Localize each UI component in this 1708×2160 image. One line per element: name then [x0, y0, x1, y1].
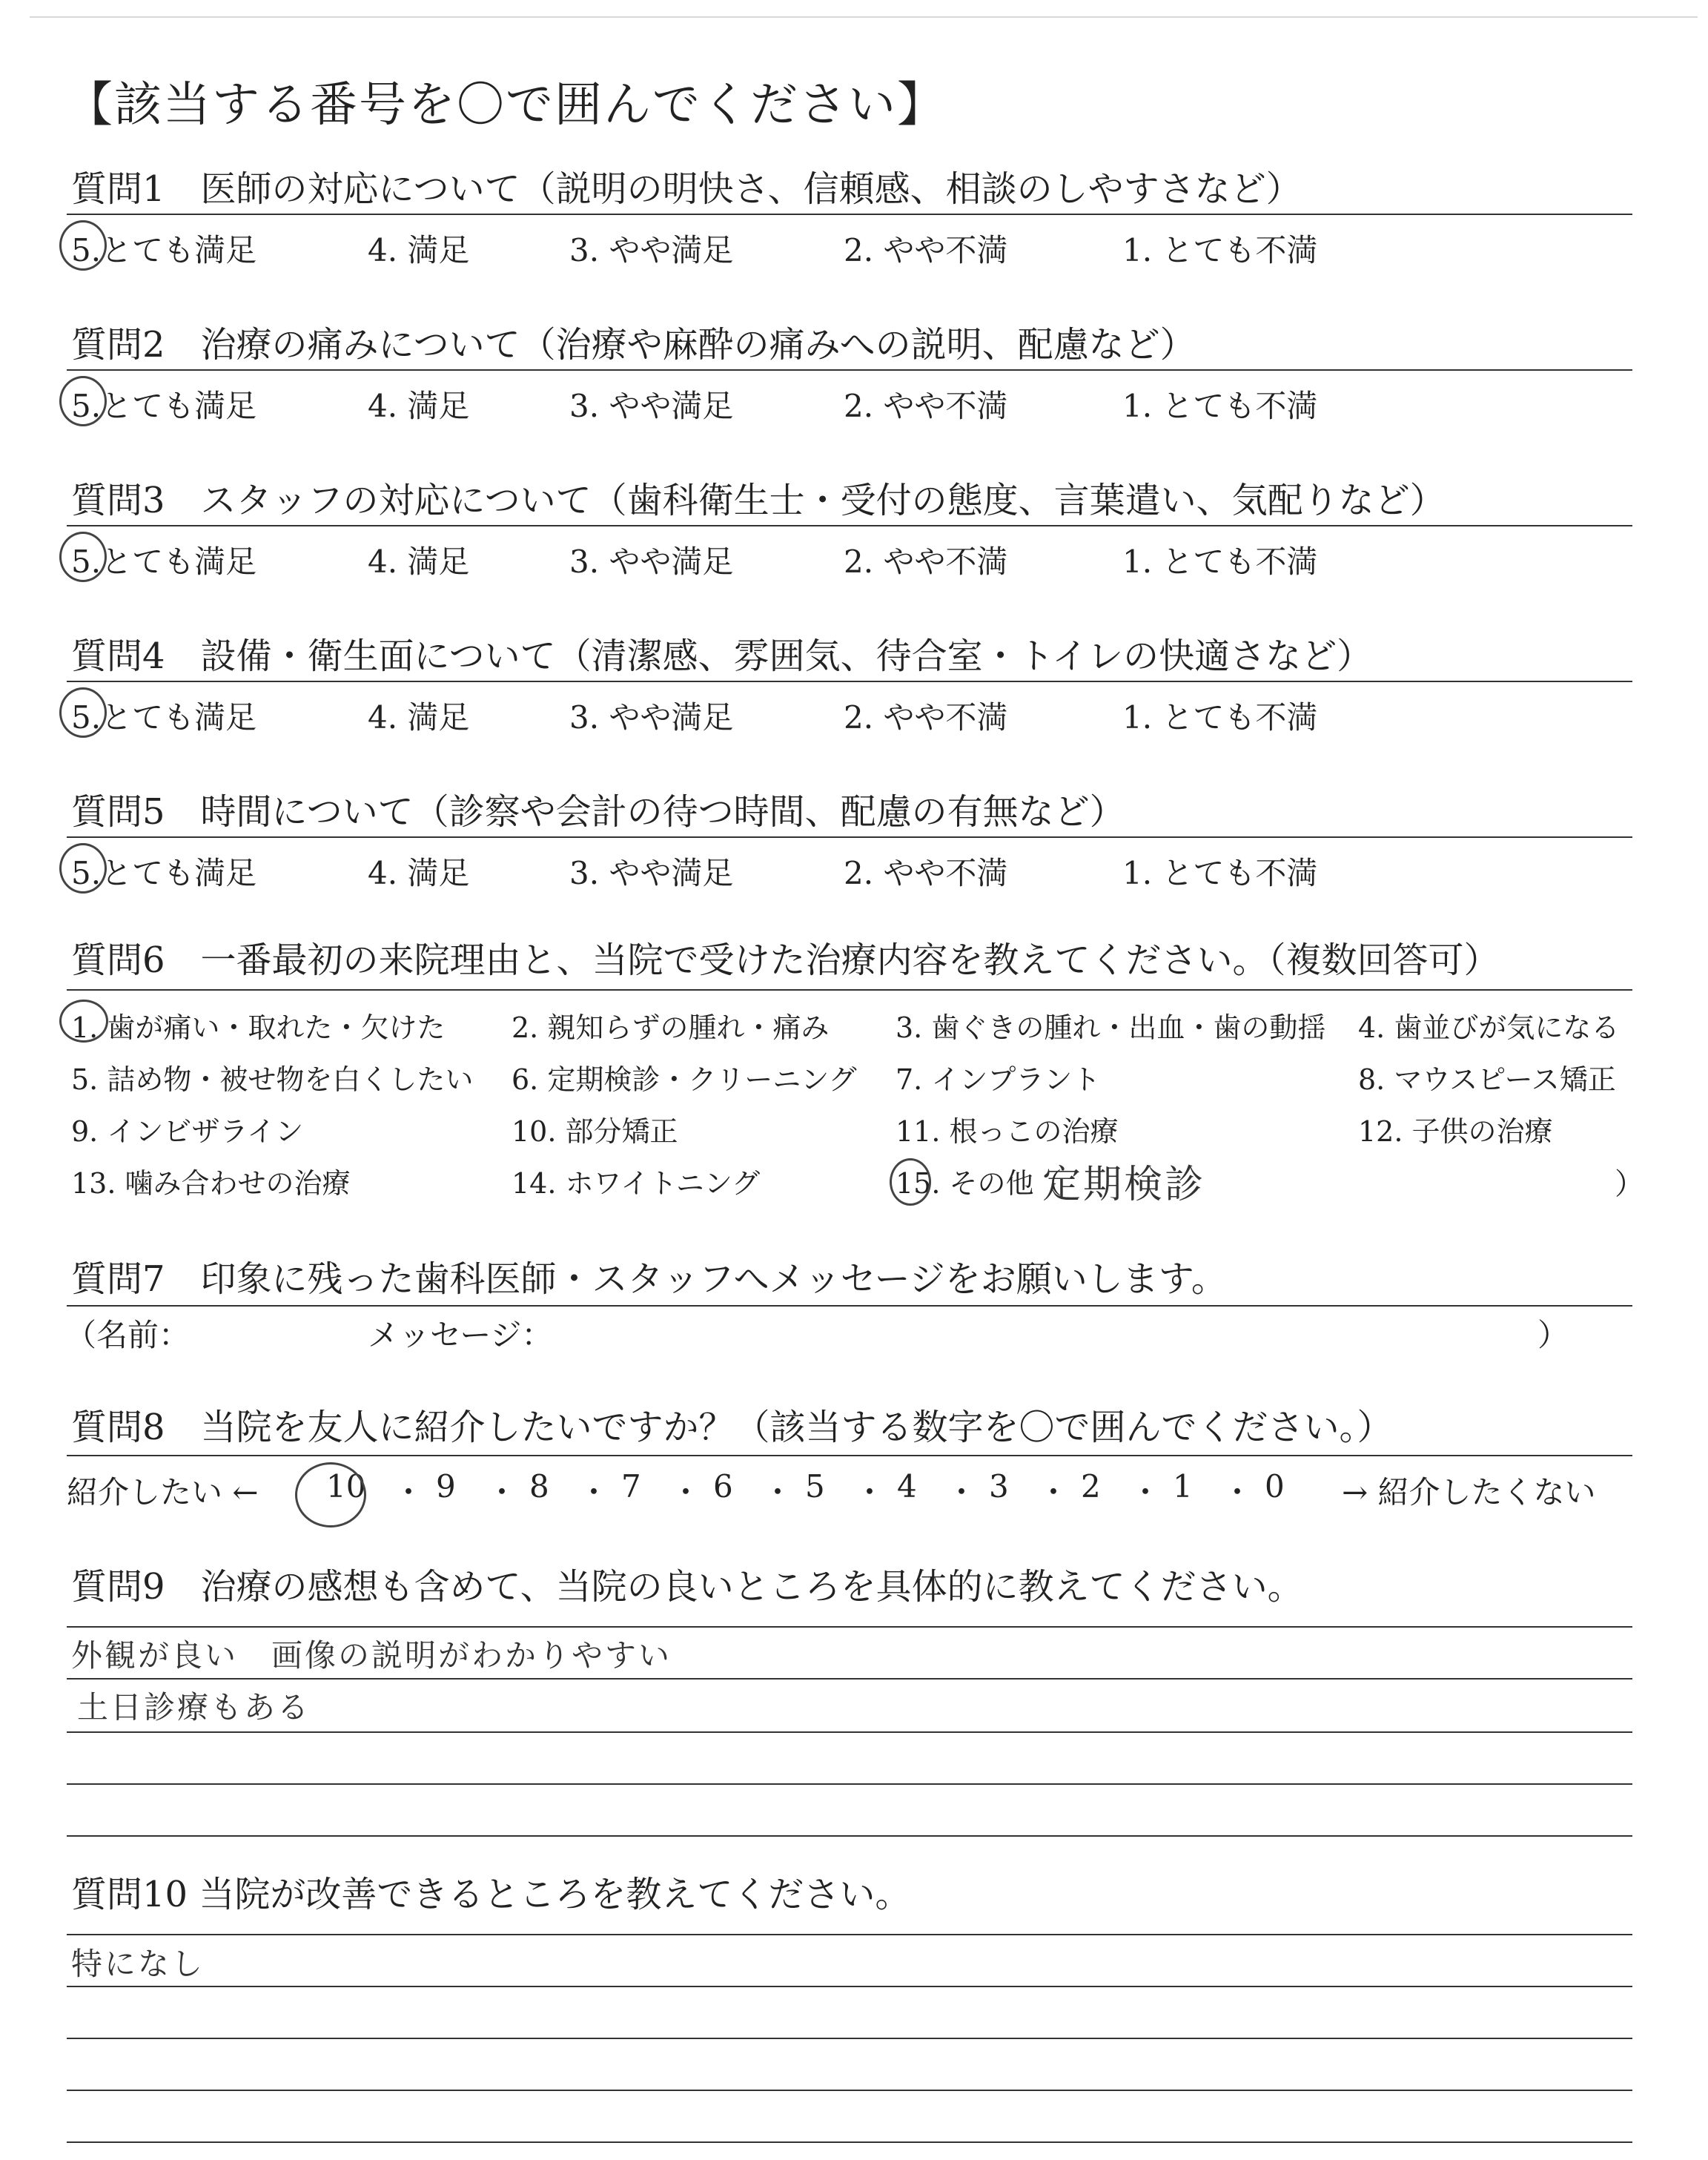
q4-option-4[interactable]: 4. 満足 [368, 699, 470, 736]
q8-dot: ・ [486, 1474, 518, 1510]
q6-circle-15 [890, 1158, 931, 1206]
q6-heading: 質問6 一番最初の来院理由と、当院で受けた治療内容を教えてください。（複数回答可） [71, 939, 1500, 981]
q8-scale-4[interactable]: 4 [897, 1468, 917, 1505]
q4-option-1[interactable]: 1. とても不満 [1122, 699, 1318, 736]
q1-option-4[interactable]: 4. 満足 [368, 232, 470, 268]
q2-option-4[interactable]: 4. 満足 [368, 388, 470, 424]
q8-scale-3[interactable]: 3 [989, 1468, 1009, 1505]
q8-scale-7[interactable]: 7 [621, 1468, 641, 1505]
q1-heading: 質問1 医師の対応について（説明の明快さ、信頼感、相談のしやすさなど） [71, 168, 1302, 210]
q8-rule [67, 1455, 1632, 1456]
q1-option-5[interactable]: 5.とても満足 [71, 232, 257, 268]
q9-rule-1 [67, 1626, 1632, 1628]
q4-rule [67, 681, 1632, 682]
q6-close-paren: ） [1615, 1167, 1644, 1201]
q6-other-handwritten: 定期検診 [1042, 1163, 1206, 1207]
q5-option-5[interactable]: 5.とても満足 [71, 855, 257, 891]
q9-rule-4 [67, 1783, 1632, 1785]
q3-option-3[interactable]: 3. やや満足 [569, 544, 734, 580]
q8-scale-1[interactable]: 1 [1173, 1468, 1193, 1505]
q10-rule-2 [67, 1986, 1632, 1987]
q6-option-7[interactable]: 7. インプラント [896, 1063, 1101, 1096]
q2-option-1[interactable]: 1. とても不満 [1122, 388, 1318, 424]
q10-rule-4 [67, 2090, 1632, 2091]
q8-heading: 質問8 当院を友人に紹介したいですか？（該当する数字を〇で囲んでください。） [71, 1407, 1393, 1448]
q2-selected-circle [59, 376, 107, 426]
q6-option-3[interactable]: 3. 歯ぐきの腫れ・出血・歯の動揺 [896, 1011, 1326, 1044]
q8-dot: ・ [670, 1474, 702, 1510]
q8-dot: ・ [854, 1474, 886, 1510]
q8-dot: ・ [762, 1474, 794, 1510]
q10-rule-5 [67, 2141, 1632, 2143]
q9-answer-1: 外観が良い 画像の説明がわかりやすい [71, 1637, 672, 1674]
q2-rule [67, 369, 1632, 371]
q8-dot: ・ [393, 1474, 425, 1510]
q2-option-3[interactable]: 3. やや満足 [569, 388, 734, 424]
q5-option-2[interactable]: 2. やや不満 [844, 855, 1008, 891]
q3-selected-circle [59, 532, 107, 582]
q3-option-1[interactable]: 1. とても不満 [1122, 544, 1318, 580]
q6-option-2[interactable]: 2. 親知らずの腫れ・痛み [512, 1011, 830, 1044]
q8-scale-10[interactable]: 10 [326, 1468, 366, 1505]
q10-rule-3 [67, 2038, 1632, 2039]
top-border [30, 16, 1698, 18]
q4-option-5[interactable]: 5.とても満足 [71, 699, 257, 736]
q3-heading: 質問3 スタッフの対応について（歯科衛生士・受付の態度、言葉遣い、気配りなど） [71, 480, 1446, 521]
q6-option-12[interactable]: 12. 子供の治療 [1358, 1115, 1553, 1148]
q1-selected-circle [59, 220, 107, 271]
q7-message-label: メッセージ： [368, 1317, 553, 1353]
q8-dot: ・ [578, 1474, 610, 1510]
q10-answer-1: 特になし [71, 1946, 205, 1982]
q6-option-10[interactable]: 10. 部分矯正 [512, 1115, 678, 1148]
q6-option-9[interactable]: 9. インビザライン [71, 1115, 304, 1148]
q5-rule [67, 836, 1632, 838]
q6-option-4[interactable]: 4. 歯並びが気になる [1358, 1011, 1620, 1044]
q8-circle-10 [295, 1462, 366, 1527]
q6-rule [67, 989, 1632, 991]
q1-option-3[interactable]: 3. やや満足 [569, 232, 734, 268]
q6-option-13[interactable]: 13. 噛み合わせの治療 [71, 1167, 351, 1200]
q8-dot: ・ [1038, 1474, 1070, 1510]
q5-option-3[interactable]: 3. やや満足 [569, 855, 734, 891]
q8-scale-0[interactable]: 0 [1265, 1468, 1285, 1505]
q6-option-14[interactable]: 14. ホワイトニング [512, 1167, 761, 1200]
q8-dot: ・ [946, 1474, 978, 1510]
q3-option-5[interactable]: 5.とても満足 [71, 544, 257, 580]
q2-heading: 質問2 治療の痛みについて（治療や麻酔の痛みへの説明、配慮など） [71, 324, 1196, 366]
q6-option-1[interactable]: 1. 歯が痛い・取れた・欠けた [71, 1011, 446, 1044]
q6-option-6[interactable]: 6. 定期検診・クリーニング [512, 1063, 857, 1096]
q6-option-5[interactable]: 5. 詰め物・被せ物を白くしたい [71, 1063, 474, 1096]
q3-option-2[interactable]: 2. やや不満 [844, 544, 1008, 580]
page-title: 【該当する番号を〇で囲んでください】 [65, 78, 946, 133]
q6-option-8[interactable]: 8. マウスピース矯正 [1358, 1063, 1616, 1096]
q1-option-1[interactable]: 1. とても不満 [1122, 232, 1318, 268]
q8-scale-8[interactable]: 8 [529, 1468, 549, 1505]
q3-rule [67, 525, 1632, 526]
q6-option-11[interactable]: 11. 根っこの治療 [896, 1115, 1119, 1148]
q6-options [71, 1005, 1644, 1220]
q6-circle-1 [59, 1000, 108, 1043]
q5-option-1[interactable]: 1. とても不満 [1122, 855, 1318, 891]
q2-option-5[interactable]: 5.とても満足 [71, 388, 257, 424]
q2-option-2[interactable]: 2. やや不満 [844, 388, 1008, 424]
q9-answer-2: 土日診療もある [77, 1689, 311, 1725]
q7-name-label: （名前： [65, 1317, 191, 1353]
q7-rule [67, 1305, 1632, 1307]
q8-right-label: → 紹介したくない [1342, 1474, 1596, 1510]
q5-heading: 質問5 時間について（診察や会計の待つ時間、配慮の有無など） [71, 791, 1125, 833]
q4-selected-circle [59, 687, 107, 738]
q8-scale-5[interactable]: 5 [805, 1468, 825, 1505]
q8-scale-9[interactable]: 9 [436, 1468, 456, 1505]
q9-rule-2 [67, 1678, 1632, 1680]
q5-option-4[interactable]: 4. 満足 [368, 855, 470, 891]
q7-close-paren: ） [1537, 1317, 1569, 1353]
q3-option-4[interactable]: 4. 満足 [368, 544, 470, 580]
q10-rule-1 [67, 1934, 1632, 1935]
q8-scale-2[interactable]: 2 [1081, 1468, 1101, 1505]
q8-left-label: 紹介したい ← [67, 1474, 259, 1510]
q1-rule [67, 214, 1632, 215]
q9-heading: 質問9 治療の感想も含めて、当院の良いところを具体的に教えてください。 [71, 1566, 1303, 1608]
q8-dot: ・ [1130, 1474, 1162, 1510]
q4-heading: 質問4 設備・衛生面について（清潔感、雰囲気、待合室・トイレの快適さなど） [71, 635, 1373, 677]
q6-option-15[interactable]: 15. その他（ [896, 1167, 1062, 1200]
q5-selected-circle [59, 843, 107, 894]
q9-rule-5 [67, 1835, 1632, 1837]
q8-dot: ・ [1222, 1474, 1254, 1510]
q10-heading: 質問10 当院が改善できるところを教えてください。 [71, 1874, 911, 1915]
q7-heading: 質問7 印象に残った歯科医師・スタッフへメッセージをお願いします。 [71, 1258, 1227, 1300]
q9-rule-3 [67, 1731, 1632, 1733]
q1-option-2[interactable]: 2. やや不満 [844, 232, 1008, 268]
q8-scale-6[interactable]: 6 [713, 1468, 733, 1505]
q4-option-2[interactable]: 2. やや不満 [844, 699, 1008, 736]
q4-option-3[interactable]: 3. やや満足 [569, 699, 734, 736]
